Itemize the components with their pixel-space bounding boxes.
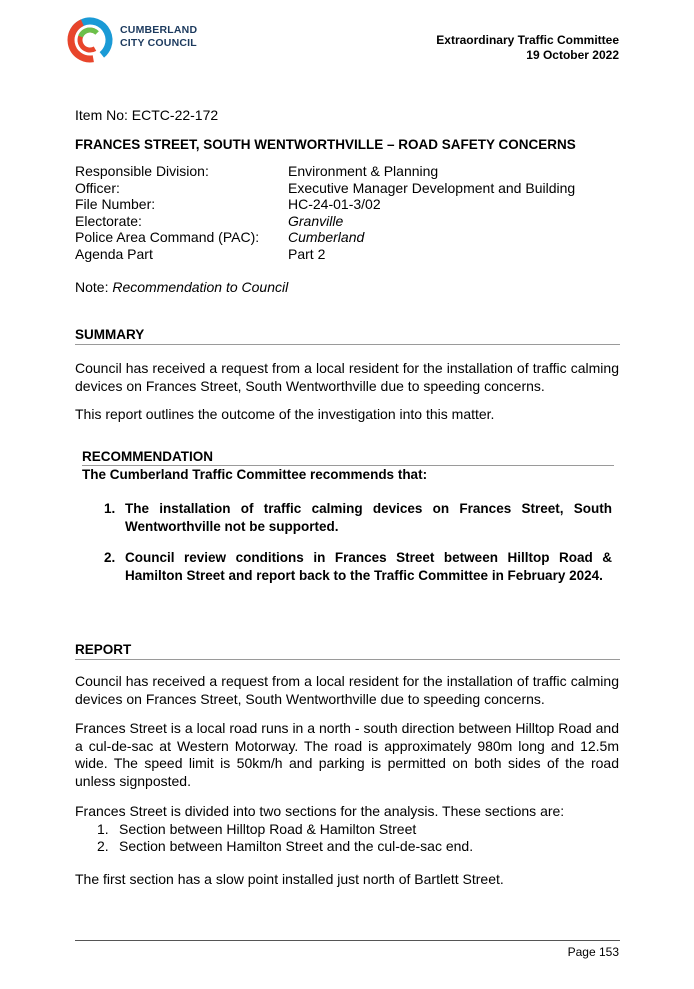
recommendation-number: 1. <box>104 501 116 516</box>
report-title: FRANCES STREET, SOUTH WENTWORTHVILLE – ROAD SAFETY CONCERNS <box>75 137 576 152</box>
note-label: Note: <box>75 279 113 295</box>
summary-rule <box>75 344 620 345</box>
meta-key: Agenda Part <box>75 245 153 262</box>
org-line2: CITY COUNCIL <box>120 37 197 49</box>
meta-row <box>75 163 575 180</box>
header-right <box>436 33 619 63</box>
list-item <box>97 821 416 838</box>
note-text: Recommendation to Council <box>112 279 289 295</box>
recommendation-text: Council review conditions in Frances Street between Hilltop Road & Hamilton Street and report back to the Traffic Committee in February 2024. <box>125 550 612 583</box>
meta-key: Responsible Division: <box>75 163 209 179</box>
meta-key: File Number: <box>75 196 156 212</box>
meeting-date: 19 October 2022 <box>526 48 619 62</box>
recommendation-number: 2. <box>104 550 116 565</box>
committee-name: Extraordinary Traffic Committee <box>436 33 619 47</box>
meta-row <box>75 213 575 230</box>
recommendation-rule <box>82 465 614 466</box>
meta-value: Granville <box>288 212 344 229</box>
recommendation-item <box>104 500 612 535</box>
list-item <box>97 838 473 855</box>
item-number: Item No: ECTC-22-172 <box>75 107 219 123</box>
meta-value: Executive Manager Development and Building <box>288 179 576 196</box>
meta-row <box>75 180 575 197</box>
list-text: Section between Hamilton Street and the cul-de-sac end. <box>119 838 474 854</box>
note <box>75 279 288 295</box>
footer-rule <box>75 940 620 941</box>
meta-key: Police Area Command (PAC): <box>75 229 260 245</box>
report-heading: REPORT <box>75 642 132 657</box>
report-paragraph-1: Council has received a request from a local resident for the installation of traffic calming devices on Frances Street, South Wentworthville due to speeding concerns. <box>75 673 619 707</box>
report-paragraph-4: The first section has a slow point installed just north of Bartlett Street. <box>75 871 504 887</box>
meta-value: HC-24-01-3/02 <box>288 196 381 212</box>
meta-row <box>75 246 575 263</box>
summary-paragraph-2: This report outlines the outcome of the investigation into this matter. <box>75 406 495 422</box>
recommendation-heading: RECOMMENDATION <box>82 449 213 464</box>
list-number: 2. <box>97 838 109 854</box>
logo-wordmark <box>120 24 197 50</box>
meta-value: Part 2 <box>288 245 326 262</box>
meta-table <box>75 163 575 262</box>
report-paragraph-3: Frances Street is divided into two sections for the analysis. These sections are: <box>75 803 565 819</box>
summary-heading: SUMMARY <box>75 327 145 342</box>
recommendation-lead: The Cumberland Traffic Committee recommends that: <box>82 467 428 482</box>
org-line1: CUMBERLAND <box>120 24 198 36</box>
meta-value: Cumberland <box>288 229 365 245</box>
meta-row <box>75 229 575 246</box>
summary-paragraph-1: Council has received a request from a local resident for the installation of traffic calming devices on Frances Street, South Wentworthville due to speeding concerns. <box>75 360 619 394</box>
meta-key: Electorate: <box>75 212 142 229</box>
list-number: 1. <box>97 821 109 837</box>
meta-key: Officer: <box>75 179 120 196</box>
report-rule <box>75 659 620 660</box>
list-text: Section between Hilltop Road & Hamilton Street <box>119 821 417 837</box>
page-number: Page 153 <box>567 945 619 959</box>
recommendation-text: The installation of traffic calming devices on Frances Street, South Wentworthville not be supported. <box>125 501 612 534</box>
report-paragraph-2: Frances Street is a local road runs in a north - south direction between Hilltop Road and a cul-de-sac at Western Motorway. The road is approximately 980m long and 12.5m wide. The speed limit is 50km/h and parking is permitted on both sides of the road unless signposted. <box>75 720 619 789</box>
recommendation-item <box>104 549 612 584</box>
meta-value: Environment & Planning <box>288 163 439 179</box>
meta-row <box>75 196 575 213</box>
